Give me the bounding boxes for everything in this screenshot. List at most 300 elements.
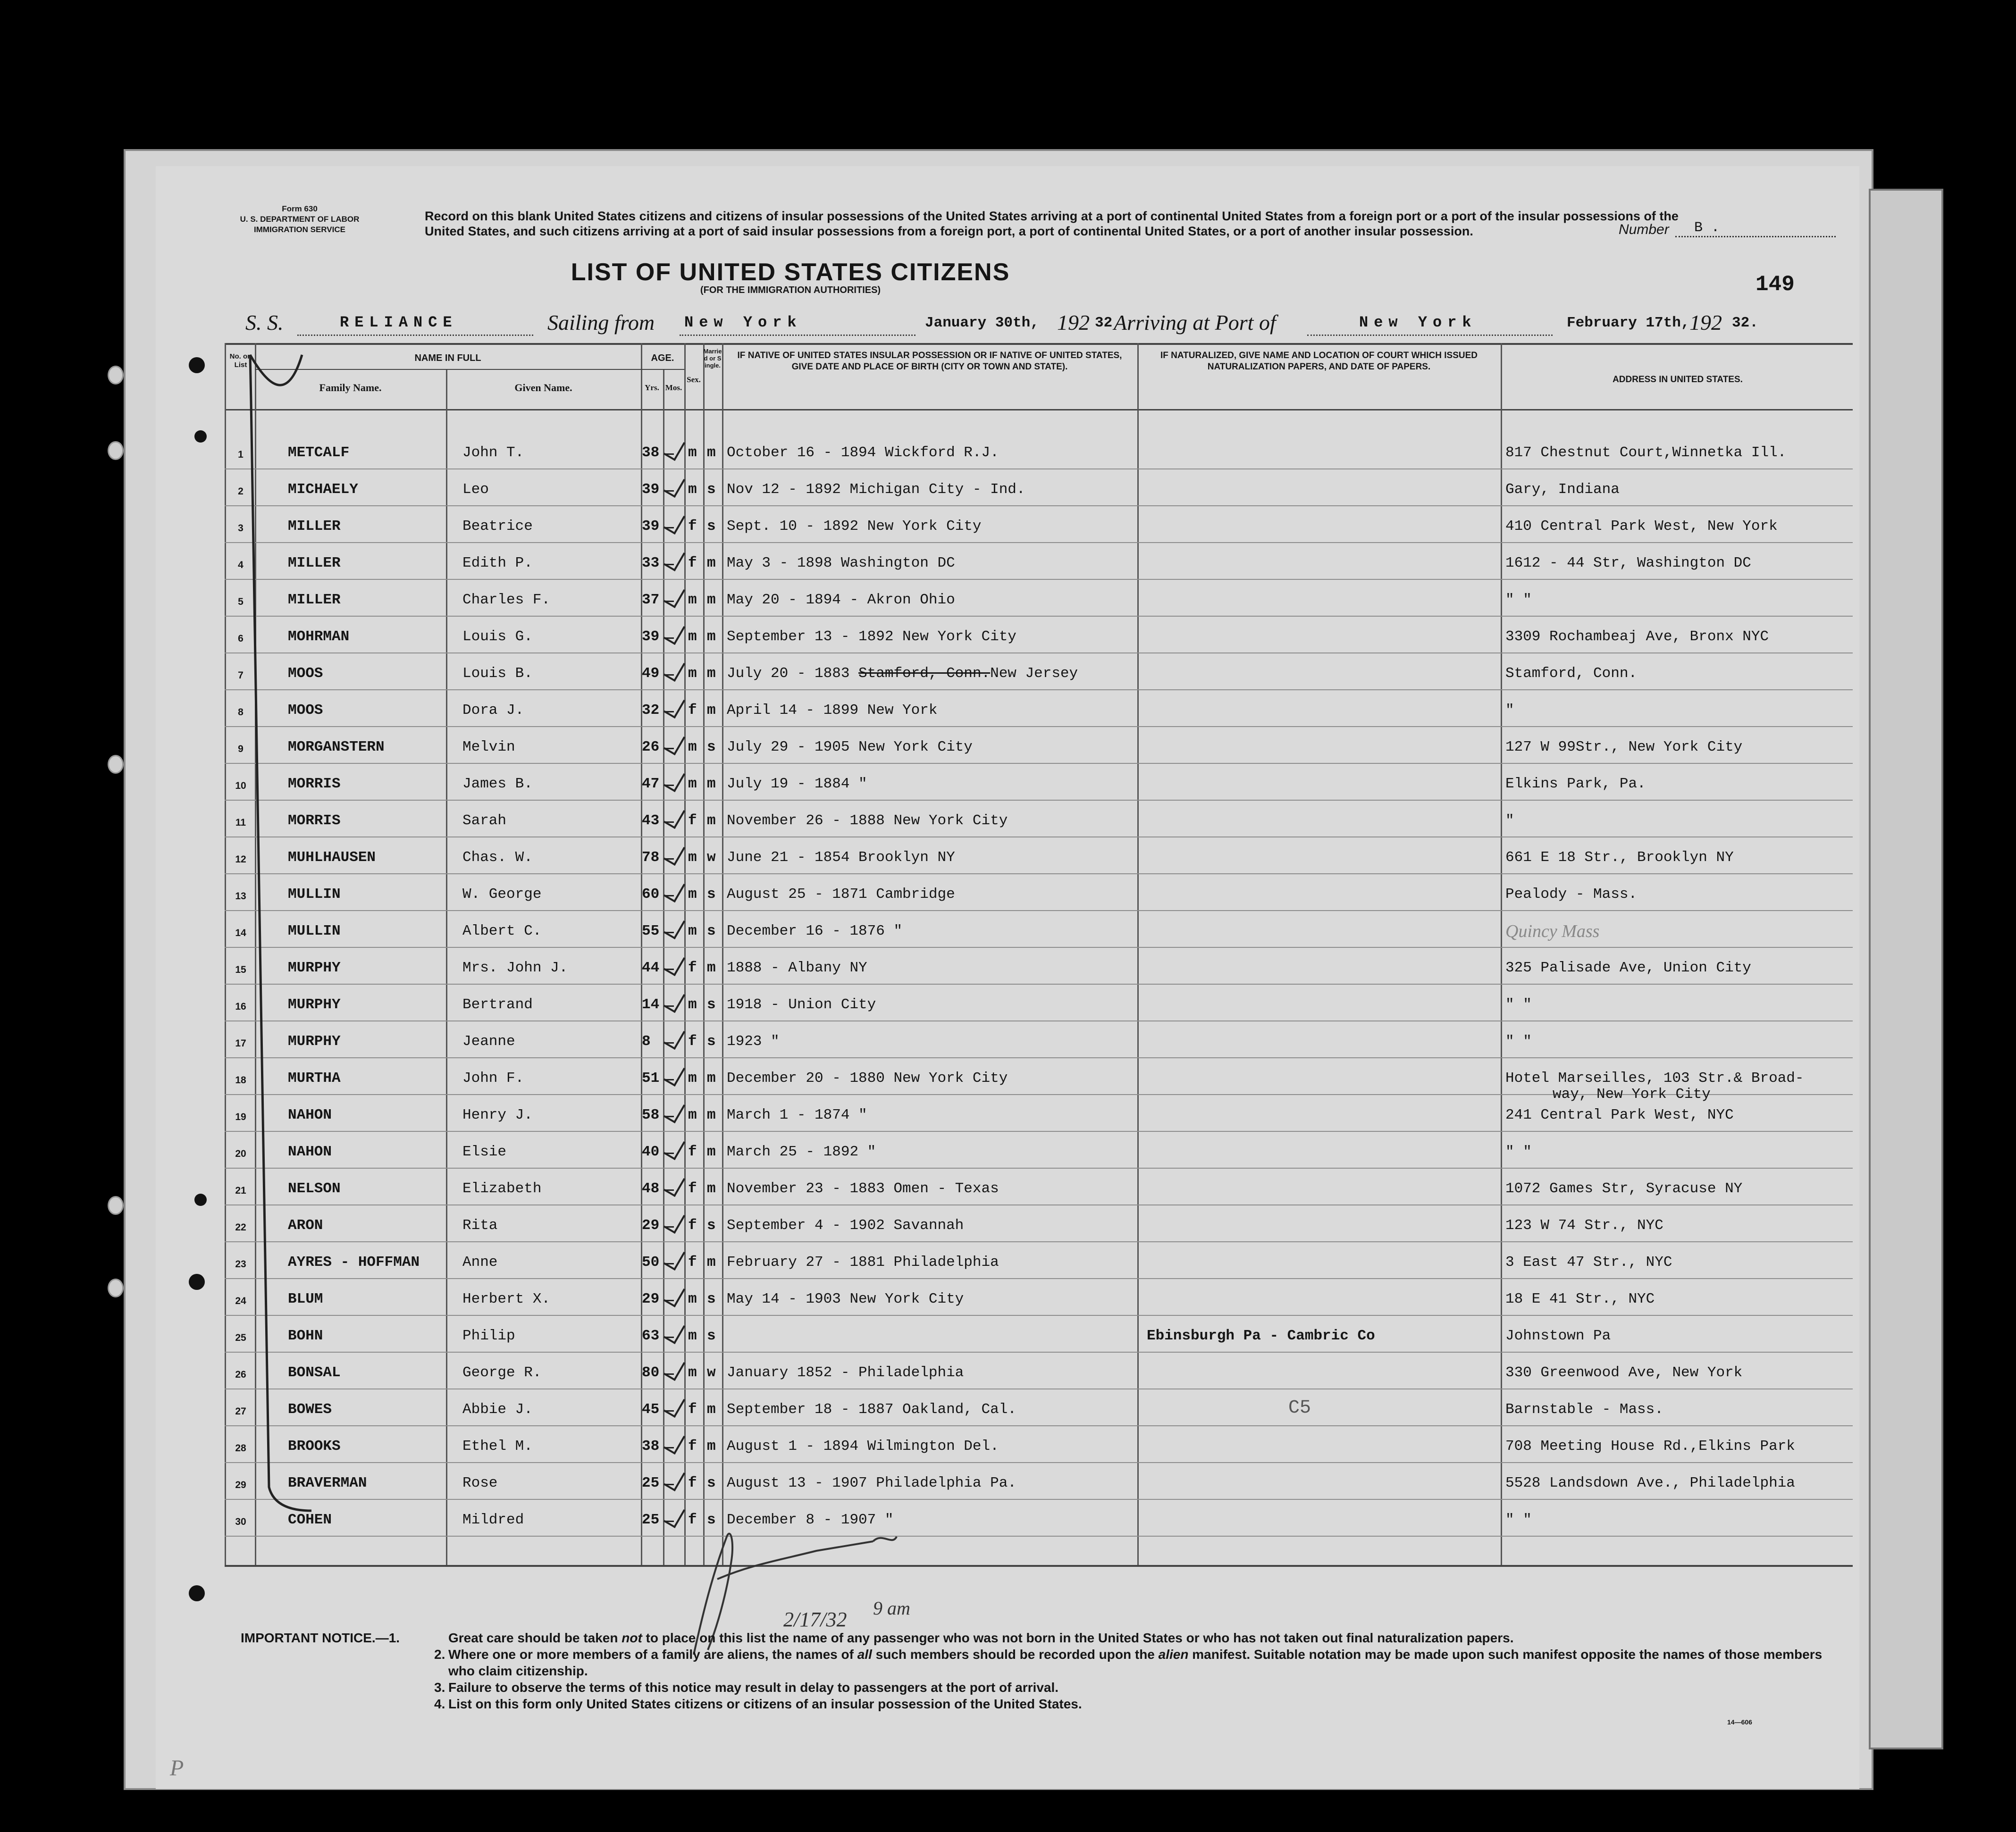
check-mark-icon [664, 436, 685, 461]
dash-mark-icon [664, 785, 674, 786]
header-age: AGE. [651, 353, 674, 363]
notice-item3-num: 3. [434, 1680, 445, 1695]
address: 3309 Rochambeaj Ave, Bronx NYC [1505, 628, 1769, 645]
table-top-rule [225, 343, 1853, 345]
check-mark-icon [664, 1172, 685, 1197]
family-name: NAHON [288, 1107, 332, 1123]
family-name: MULLIN [288, 923, 341, 939]
row-number: 25 [235, 1332, 246, 1343]
sex: m [688, 1070, 697, 1087]
row-number: 22 [235, 1222, 246, 1233]
check-mark-icon [664, 547, 685, 571]
address: 708 Meeting House Rd.,Elkins Park [1505, 1438, 1795, 1455]
given-name: Elsie [462, 1144, 507, 1160]
year-prefix-2: 192 [1689, 310, 1722, 335]
birth-place: 1923 " [727, 1033, 780, 1050]
dash-mark-icon [664, 932, 674, 933]
family-name: MOOS [288, 665, 323, 682]
row-number: 4 [238, 560, 244, 570]
row-number: 28 [235, 1443, 246, 1454]
manifest-sheet [156, 166, 1859, 1789]
check-mark-icon [664, 1136, 685, 1160]
given-name: Elizabeth [462, 1180, 542, 1197]
family-name: COHEN [288, 1512, 332, 1528]
sex: m [688, 444, 697, 461]
marital-status: s [707, 923, 716, 939]
age-years: 33 [642, 555, 660, 571]
notice-item3: Failure to observe the terms of this notice may result in delay to passengers at the port of arrival. [448, 1680, 1059, 1695]
dash-mark-icon [664, 1005, 674, 1007]
sex: m [688, 628, 697, 645]
family-name: MOOS [288, 702, 323, 719]
header-no: No. on List [229, 352, 252, 369]
birth-place: September 4 - 1902 Savannah [727, 1217, 964, 1234]
subheader-rule [255, 369, 684, 370]
background-sheet-right [1869, 189, 1943, 1749]
marital-status: s [707, 518, 716, 535]
family-name: NELSON [288, 1180, 341, 1197]
sex: f [688, 555, 697, 571]
row-rule [225, 1241, 1853, 1242]
birth-place: December 8 - 1907 " [727, 1512, 894, 1528]
sex: m [688, 886, 697, 903]
marital-status: s [707, 1217, 716, 1234]
punch-hole [189, 357, 205, 373]
given-name: Rose [462, 1475, 498, 1491]
punch-hole [194, 1194, 207, 1206]
row-number: 18 [235, 1075, 246, 1086]
row-number: 1 [238, 449, 244, 460]
address: " " [1505, 1033, 1532, 1050]
marital-status: m [707, 592, 716, 608]
dash-mark-icon [664, 453, 674, 455]
check-mark-icon [664, 804, 685, 829]
service-name: IMMIGRATION SERVICE [254, 225, 345, 234]
dash-mark-icon [664, 969, 674, 970]
row-number: 11 [235, 817, 246, 828]
row-rule [225, 505, 1853, 506]
age-years: 55 [642, 923, 660, 939]
row-rule [225, 947, 1853, 948]
dash-mark-icon [664, 1079, 674, 1080]
header-years: Yrs. [645, 383, 659, 392]
birth-place: May 14 - 1903 New York City [727, 1291, 964, 1307]
row-number: 24 [235, 1296, 246, 1306]
check-mark-icon [664, 473, 685, 498]
birth-place: Sept. 10 - 1892 New York City [727, 518, 982, 535]
row-rule [225, 910, 1853, 911]
address: 817 Chestnut Court,Winnetka Ill. [1505, 444, 1787, 461]
given-name: Rita [462, 1217, 498, 1234]
age-years: 29 [642, 1217, 660, 1234]
sex: f [688, 1438, 697, 1455]
marital-status: s [707, 1033, 716, 1050]
marital-status: m [707, 1438, 716, 1455]
notice-item2-b: such members should be recorded upon the [872, 1647, 1159, 1662]
birth-place: July 19 - 1884 " [727, 776, 867, 792]
row-rule [225, 1499, 1853, 1500]
row-rule [225, 579, 1853, 580]
row-number: 26 [235, 1369, 246, 1380]
row-rule [225, 542, 1853, 543]
sex: f [688, 1180, 697, 1197]
dash-mark-icon [664, 637, 674, 639]
age-years: 45 [642, 1401, 660, 1418]
birth-place: September 13 - 1892 New York City [727, 628, 1016, 645]
page-number: 149 [1756, 272, 1795, 297]
dash-mark-icon [664, 711, 674, 712]
family-name: MORRIS [288, 812, 341, 829]
family-name: MILLER [288, 592, 341, 608]
header-address: ADDRESS IN UNITED STATES. [1613, 375, 1743, 385]
row-number: 12 [235, 854, 246, 865]
address: Pealody - Mass. [1505, 886, 1638, 903]
sex: f [688, 960, 697, 976]
given-name: Leo [462, 481, 489, 498]
sex: f [688, 812, 697, 829]
row-number: 20 [235, 1148, 246, 1159]
family-name: MURPHY [288, 960, 341, 976]
birth-place: August 25 - 1871 Cambridge [727, 886, 955, 903]
address: 1612 - 44 Str, Washington DC [1505, 555, 1751, 571]
given-name: Mildred [462, 1512, 524, 1528]
given-name: James B. [462, 776, 533, 792]
age-years: 39 [642, 628, 660, 645]
check-mark-icon [664, 878, 685, 903]
given-name: Charles F. [462, 592, 551, 608]
marital-status: w [707, 849, 716, 866]
row-number: 17 [235, 1038, 246, 1049]
marital-status: m [707, 1401, 716, 1418]
given-name: Dora J. [462, 702, 524, 719]
sex: m [688, 739, 697, 755]
family-name: BROOKS [288, 1438, 341, 1455]
check-mark-icon [664, 584, 685, 608]
family-name: MUHLHAUSEN [288, 849, 376, 866]
marital-status: s [707, 886, 716, 903]
given-name: Louis G. [462, 628, 533, 645]
given-name: Herbert X. [462, 1291, 551, 1307]
header-birth: IF NATIVE OF UNITED STATES INSULAR POSSESSION OR IF NATIVE OF UNITED STATES, GIVE DATE AND PLACE OF BIRTH (CITY OR TOWN AND STATE). [737, 351, 1122, 372]
punch-hole-back [108, 441, 124, 460]
birth-place: December 16 - 1876 " [727, 923, 903, 939]
check-mark-icon [664, 1062, 685, 1087]
row-number: 30 [235, 1516, 246, 1527]
family-name: MILLER [288, 555, 341, 571]
footer-form-code: 14—606 [1727, 1718, 1752, 1726]
given-name: Henry J. [462, 1107, 533, 1123]
number-value: B . [1675, 220, 1836, 237]
col-rule [684, 343, 686, 1565]
family-name: NAHON [288, 1144, 332, 1160]
row-rule [225, 1315, 1853, 1316]
given-name: Ethel M. [462, 1438, 533, 1455]
col-rule [1137, 343, 1139, 1565]
year-suffix-1: 32 [1095, 315, 1113, 331]
age-years: 32 [642, 702, 660, 719]
row-rule [225, 616, 1853, 617]
given-name: John F. [462, 1070, 524, 1087]
department-name: U. S. DEPARTMENT OF LABOR [240, 215, 360, 224]
record-instructions: Record on this blank United States citizens and citizens of insular possessions of the United States arriving at a port of continental United States from a foreign port or a port of the insular possessions of the United States, and such citizens arriving at a port of said insular possessions from a foreign port, a port of continental United States, or a port of another insular possession. [425, 209, 1679, 238]
marital-status: m [707, 702, 716, 719]
row-number: 27 [235, 1406, 246, 1417]
dash-mark-icon [664, 490, 674, 492]
row-rule [225, 984, 1853, 985]
age-years: 29 [642, 1291, 660, 1307]
check-mark-icon [664, 841, 685, 866]
check-mark-icon [664, 1430, 685, 1455]
given-name: Jeanne [462, 1033, 515, 1050]
important-notice [241, 1630, 1836, 1712]
age-years: 25 [642, 1512, 660, 1528]
sex: f [688, 1254, 697, 1271]
age-years: 25 [642, 1475, 660, 1491]
check-mark-icon [664, 768, 685, 792]
row-rule [225, 468, 1853, 469]
marital-status: m [707, 444, 716, 461]
voyage-line [245, 310, 1803, 338]
address: " [1505, 702, 1514, 719]
birth-place: October 16 - 1894 Wickford R.J. [727, 444, 999, 461]
check-mark-icon [664, 1320, 685, 1344]
dash-mark-icon [664, 527, 674, 528]
marital-status: s [707, 1328, 716, 1344]
notice-item2-em2: alien [1158, 1647, 1189, 1662]
family-name: ARON [288, 1217, 323, 1234]
year-suffix-2: 32. [1732, 315, 1758, 331]
family-name: AYRES - HOFFMAN [288, 1254, 420, 1271]
sailing-port: New York [684, 314, 802, 331]
family-name: BOWES [288, 1401, 332, 1418]
check-mark-icon [664, 915, 685, 939]
age-years: 78 [642, 849, 660, 866]
age-years: 48 [642, 1180, 660, 1197]
naturalization-court: Ebinsburgh Pa - Cambric Co [1147, 1328, 1375, 1344]
notice-item2-num: 2. [434, 1647, 445, 1662]
sex: f [688, 1401, 697, 1418]
address: Barnstable - Mass. [1505, 1401, 1663, 1418]
row-number: 23 [235, 1259, 246, 1270]
marital-status: m [707, 1070, 716, 1087]
row-number: 21 [235, 1185, 246, 1196]
marital-status: m [707, 812, 716, 829]
birth-place: September 18 - 1887 Oakland, Cal. [727, 1401, 1016, 1418]
check-mark-icon [664, 731, 685, 755]
marital-status: s [707, 481, 716, 498]
family-name: MORRIS [288, 776, 341, 792]
dash-mark-icon [664, 1484, 674, 1485]
year-prefix-1: 192 [1057, 310, 1090, 335]
arriving-port: New York [1359, 314, 1477, 331]
marital-status: s [707, 739, 716, 755]
address-continued: way, New York City [1553, 1086, 1711, 1103]
family-name: MORGANSTERN [288, 739, 385, 755]
punch-hole-back [108, 366, 124, 385]
age-years: 38 [642, 444, 660, 461]
ship-name: RELIANCE [340, 314, 458, 331]
check-mark-icon [664, 694, 685, 719]
dash-mark-icon [664, 1447, 674, 1448]
given-name: George R. [462, 1364, 542, 1381]
address: Hotel Marseilles, 103 Str.& Broad- [1505, 1070, 1804, 1087]
corner-mark: P [170, 1756, 184, 1781]
row-rule [225, 873, 1853, 874]
sex: m [688, 776, 697, 792]
sex: f [688, 1033, 697, 1050]
marital-status: s [707, 996, 716, 1013]
family-name: MULLIN [288, 886, 341, 903]
ship-dotline [297, 335, 533, 336]
notice-item1-em: not [622, 1631, 642, 1645]
address: 330 Greenwood Ave, New York [1505, 1364, 1743, 1381]
address: " [1505, 812, 1514, 829]
birth-place: January 1852 - Philadelphia [727, 1364, 964, 1381]
dash-mark-icon [664, 1373, 674, 1375]
sex: m [688, 923, 697, 939]
age-years: 50 [642, 1254, 660, 1271]
marital-status: m [707, 1144, 716, 1160]
address: 410 Central Park West, New York [1505, 518, 1778, 535]
dash-mark-icon [664, 1226, 674, 1228]
given-name: John T. [462, 444, 524, 461]
header-months: Mos. [665, 383, 682, 392]
address: " " [1505, 996, 1532, 1013]
address: 18 E 41 Str., NYC [1505, 1291, 1655, 1307]
birth-place: June 21 - 1854 Brooklyn NY [727, 849, 955, 866]
address: " " [1505, 1512, 1532, 1528]
arriving-dotline [1307, 335, 1553, 336]
check-mark-icon [664, 1393, 685, 1418]
age-years: 58 [642, 1107, 660, 1123]
marital-status: s [707, 1512, 716, 1528]
birth-place: February 27 - 1881 Philadelphia [727, 1254, 999, 1271]
center-stamp: C5 [1288, 1397, 1311, 1419]
dash-mark-icon [664, 1337, 674, 1338]
given-name: W. George [462, 886, 542, 903]
sex: f [688, 1217, 697, 1234]
sex: m [688, 481, 697, 498]
notice-item4-num: 4. [434, 1697, 445, 1711]
family-name: MURPHY [288, 1033, 341, 1050]
check-mark-icon [664, 657, 685, 682]
row-number: 15 [235, 964, 246, 975]
dash-mark-icon [664, 1521, 674, 1522]
birth-place: August 1 - 1894 Wilmington Del. [727, 1438, 999, 1455]
given-name: Albert C. [462, 923, 542, 939]
family-name: MICHAELY [288, 481, 358, 498]
header-family-name: Family Name. [319, 382, 382, 393]
header-given-name: Given Name. [514, 382, 572, 393]
family-name: BOHN [288, 1328, 323, 1344]
dash-mark-icon [664, 858, 674, 860]
address: " " [1505, 1144, 1532, 1160]
row-number: 7 [238, 670, 244, 681]
address: 5528 Landsdown Ave., Philadelphia [1505, 1475, 1795, 1491]
row-rule [225, 1168, 1853, 1169]
sailing-dotline [680, 335, 916, 336]
check-mark-icon [664, 1209, 685, 1234]
check-mark-icon [664, 1467, 685, 1491]
age-years: 38 [642, 1438, 660, 1455]
sex: f [688, 702, 697, 719]
address: 241 Central Park West, NYC [1505, 1107, 1734, 1123]
page-subtitle: (FOR THE IMMIGRATION AUTHORITIES) [700, 285, 881, 295]
punch-hole-back [108, 1279, 124, 1297]
birth-place: 1888 - Albany NY [727, 960, 867, 976]
given-name: Abbie J. [462, 1401, 533, 1418]
marital-status: m [707, 628, 716, 645]
birth-place: November 23 - 1883 Omen - Texas [727, 1180, 999, 1197]
birth-place: July 29 - 1905 New York City [727, 739, 973, 755]
family-name: BRAVERMAN [288, 1475, 367, 1491]
address: Gary, Indiana [1505, 481, 1620, 498]
dash-mark-icon [664, 564, 674, 565]
row-rule [225, 726, 1853, 727]
check-mark-icon [664, 510, 685, 535]
punch-hole [189, 1585, 205, 1601]
family-name: BLUM [288, 1291, 323, 1307]
dash-mark-icon [664, 821, 674, 823]
row-rule [225, 1057, 1853, 1058]
sex: m [688, 592, 697, 608]
given-name: Edith P. [462, 555, 533, 571]
family-name: MOHRMAN [288, 628, 350, 645]
row-number: 3 [238, 523, 244, 534]
row-number: 14 [235, 928, 246, 938]
signature-date: 2/17/32 [783, 1608, 847, 1631]
corrected-birth-place: New Jersey [990, 665, 1078, 682]
punch-hole [189, 1274, 205, 1290]
sex: m [688, 1328, 697, 1344]
address: 127 W 99Str., New York City [1505, 739, 1743, 755]
given-name: Bertrand [462, 996, 533, 1013]
punch-hole-back [108, 1196, 124, 1215]
address: 1072 Games Str, Syracuse NY [1505, 1180, 1743, 1197]
given-name: Beatrice [462, 518, 533, 535]
dash-mark-icon [664, 1189, 674, 1191]
punch-hole [194, 430, 207, 443]
sex: m [688, 1291, 697, 1307]
notice-lead: IMPORTANT NOTICE.—1. [241, 1631, 400, 1645]
age-years: 44 [642, 960, 660, 976]
row-number: 6 [238, 633, 244, 644]
row-rule [225, 800, 1853, 801]
row-rule [225, 763, 1853, 764]
dash-mark-icon [664, 895, 674, 896]
struck-birth-place: Stamford, Conn. [858, 665, 991, 682]
birth-place: November 26 - 1888 New York City [727, 812, 1008, 829]
birth-place: August 13 - 1907 Philadelphia Pa. [727, 1475, 1016, 1491]
age-years: 39 [642, 518, 660, 535]
age-years: 37 [642, 592, 660, 608]
row-number: 16 [235, 1001, 246, 1012]
given-name: Anne [462, 1254, 498, 1271]
given-name: Louis B. [462, 665, 533, 682]
sex: m [688, 1364, 697, 1381]
sailing-label: Sailing from [547, 310, 655, 335]
address: Quincy Mass [1505, 921, 1600, 941]
address: 123 W 74 Str., NYC [1505, 1217, 1663, 1234]
notice-item2-c: manifest. Suitable notation may be made upon such manifest opposite the names of those members who claim citizenship. [448, 1647, 1823, 1678]
address: 3 East 47 Str., NYC [1505, 1254, 1672, 1271]
age-years: 80 [642, 1364, 660, 1381]
row-number: 29 [235, 1480, 246, 1490]
dash-mark-icon [664, 601, 674, 602]
birth-place: December 20 - 1880 New York City [727, 1070, 1008, 1087]
header-name-in-full: NAME IN FULL [414, 353, 481, 363]
address: Elkins Park, Pa. [1505, 776, 1646, 792]
